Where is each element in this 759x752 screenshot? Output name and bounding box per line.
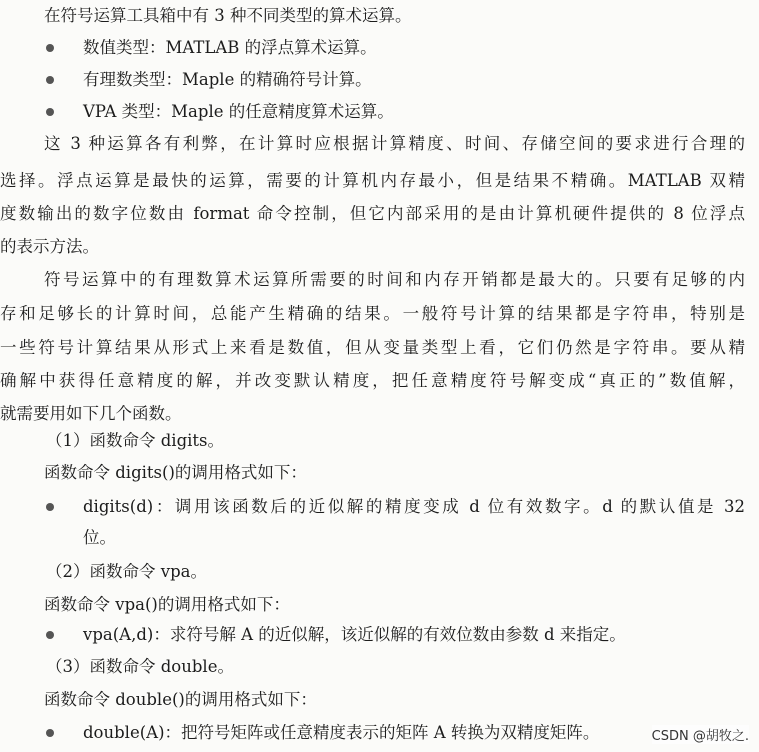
format-line: 函数命令 double()的调用格式如下： [44,690,317,709]
paragraph-line: 符号运算中的有理数算术运算所需要的时间和内存开销都是最大的。只要有足够的内 [44,270,745,289]
format-line: 函数命令 digits()的调用格式如下： [44,463,307,482]
section-heading: （1）函数命令 digits。 [46,431,225,450]
bullet-icon [46,729,54,737]
bullet-icon [46,503,54,511]
bullet-icon [46,76,54,84]
bullet-icon [46,44,54,52]
paragraph-line: 的表示方法。 [0,237,99,256]
list-item-text: digits(d)：调用该函数后的近似解的精度变成 d 位有效数字。d 的默认值是 32 [83,497,745,516]
paragraph-line: 这 3 种运算各有利弊，在计算时应根据计算精度、时间、存储空间的要求进行合理的 [44,134,745,153]
format-line: 函数命令 vpa()的调用格式如下： [44,595,290,614]
bullet-icon [46,631,54,639]
paragraph-line: 度数输出的数字位数由 format 命令控制，但它内部采用的是由计算机硬件提供的 8 位浮点 [0,204,745,223]
list-item-text: 数值类型：MATLAB 的浮点算术运算。 [83,38,377,57]
section-heading: （2）函数命令 vpa。 [46,562,207,581]
paragraph-line: 选择。浮点运算是最快的运算，需要的计算机内存最小，但是结果不精确。MATLAB 双精 [0,171,745,190]
paragraph-line: 一些符号计算结果从形式上来看是数值，但从变量类型上看，它们仍然是字符串。要从精 [0,338,745,357]
paragraph-line: 存和足够长的计算时间，总能产生精确的结果。一般符号计算的结果都是字符串，特别是 [0,304,745,323]
list-item-continuation: 位。 [83,528,116,547]
intro-line: 在符号运算工具箱中有 3 种不同类型的算术运算。 [44,6,412,25]
list-item-text: vpa(A,d)：求符号解 A 的近似解，该近似解的有效位数由参数 d 来指定。 [83,625,626,644]
list-item-text: double(A)：把符号矩阵或任意精度表示的矩阵 A 转换为双精度矩阵。 [83,723,600,742]
list-item-text: 有理数类型：Maple 的精确符号计算。 [83,70,372,89]
paragraph-line: 确解中获得任意精度的解，并改变默认精度，把任意精度符号解变成“真正的”数值解， [0,371,745,390]
csdn-watermark: CSDN @胡牧之. [652,725,749,744]
section-heading: （3）函数命令 double。 [46,657,234,676]
bullet-icon [46,108,54,116]
list-item-text: VPA 类型：Maple 的任意精度算术运算。 [83,102,394,121]
paragraph-line: 就需要用如下几个函数。 [0,404,182,423]
